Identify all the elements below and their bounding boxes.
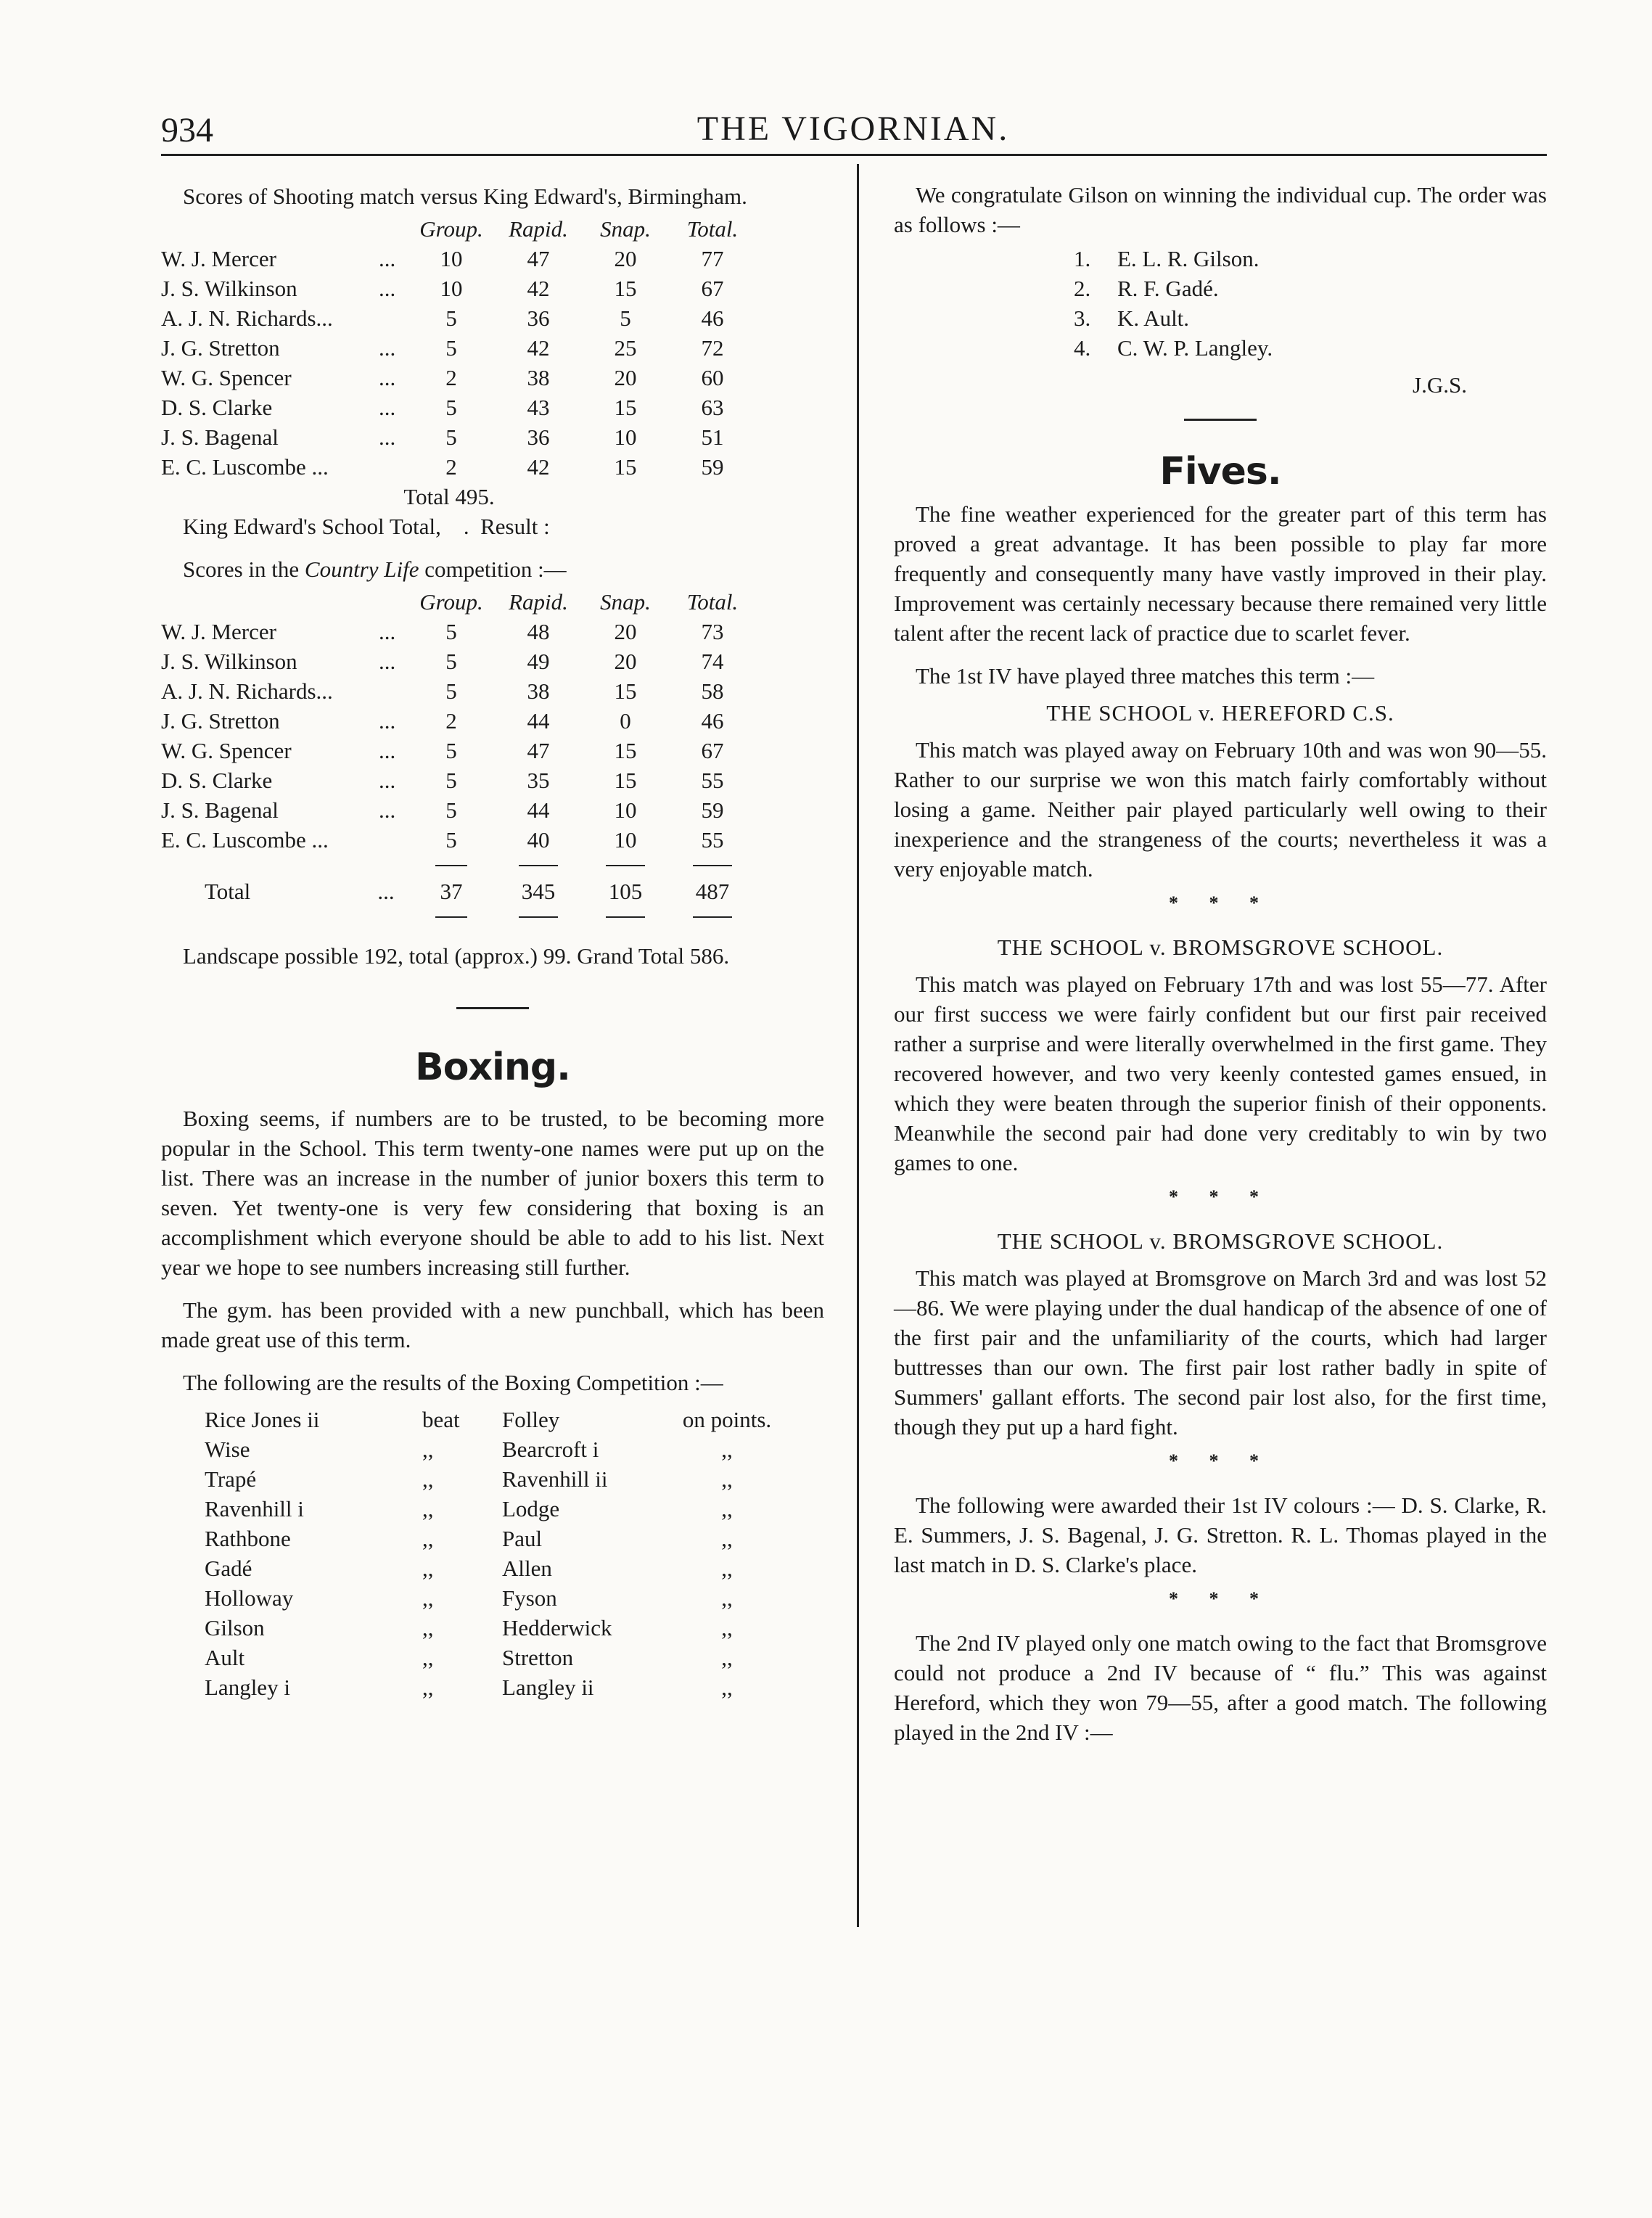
boxing-beat: ,, (422, 1645, 434, 1670)
signature: J.G.S. (1413, 372, 1467, 398)
score-rapid: 43 (527, 395, 550, 420)
boxing-result: ,, (721, 1675, 733, 1700)
score-dots: ... (379, 708, 396, 734)
boxing-beat: ,, (422, 1437, 434, 1462)
boxing-winner: Wise (205, 1437, 250, 1462)
score-snap: 20 (614, 246, 637, 271)
boxing-winner: Gadé (205, 1556, 252, 1581)
score-row (161, 452, 824, 482)
match-2-text: This match was played on February 17th and was lost 55—77. After our first success we were fairly confident but our first pair received rather a surprise and were literally overwhelmed in the first game. They recovered however, and two very keenly contested games ensued, in which they were beaten through the superior finish of their opponents. Meanwhile the second pair had done very creditably to win by two games to one. (894, 972, 1547, 1175)
total-rapid: 345 (521, 879, 556, 904)
score-snap: 15 (614, 678, 637, 704)
left-column (161, 181, 824, 1702)
match-2-heading: THE SCHOOL v. BROMSGROVE SCHOOL. (997, 935, 1444, 960)
score-total: 74 (701, 649, 724, 674)
table-rule-bottom (161, 906, 824, 928)
score-snap: 15 (614, 454, 637, 480)
score-snap: 15 (614, 395, 637, 420)
score-name: E. C. Luscombe ... (161, 454, 329, 480)
total-snap: 105 (608, 879, 643, 904)
boxing-winner: Trapé (205, 1466, 257, 1492)
boxing-loser: Ravenhill ii (502, 1466, 608, 1492)
score-dots: ... (379, 276, 396, 301)
score-row (161, 333, 824, 363)
score-dots: ... (379, 335, 396, 361)
stars-divider: * * * (1169, 1450, 1272, 1471)
order-item (894, 244, 1547, 274)
col-snap: Snap. (600, 216, 651, 242)
boxing-loser: Langley ii (502, 1675, 594, 1700)
col-rapid: Rapid. (509, 589, 568, 615)
boxing-result-row (161, 1494, 824, 1524)
score-name: J. G. Stretton (161, 708, 280, 734)
boxing-loser: Fyson (502, 1585, 557, 1611)
score-rapid: 35 (527, 768, 550, 793)
boxing-result: ,, (721, 1437, 733, 1462)
boxing-beat: ,, (422, 1675, 434, 1700)
score-dots: ... (379, 738, 396, 763)
order-number: 4. (1074, 335, 1091, 361)
boxing-result-row (161, 1672, 824, 1702)
boxing-winner: Rice Jones ii (205, 1407, 320, 1432)
boxing-beat: ,, (422, 1526, 434, 1551)
boxing-winner: Rathbone (205, 1526, 291, 1551)
score-rapid: 42 (527, 454, 550, 480)
boxing-result-row (161, 1643, 824, 1672)
score-rapid: 44 (527, 797, 550, 823)
boxing-result: ,, (721, 1466, 733, 1492)
score-group: 2 (445, 365, 457, 390)
boxing-loser: Stretton (502, 1645, 574, 1670)
total-total: 487 (695, 879, 730, 904)
score-snap: 20 (614, 619, 637, 644)
boxing-results (161, 1405, 824, 1702)
order-item (894, 274, 1547, 303)
score-snap: 15 (614, 276, 637, 301)
order-name: K. Ault. (1117, 305, 1190, 331)
score-name: W. G. Spencer (161, 738, 292, 763)
score-name: D. S. Clarke (161, 395, 273, 420)
boxing-beat: ,, (422, 1556, 434, 1581)
boxing-loser: Paul (502, 1526, 543, 1551)
score-snap: 15 (614, 768, 637, 793)
score-rapid: 36 (527, 424, 550, 450)
boxing-result-row (161, 1583, 824, 1613)
score-group: 5 (445, 305, 457, 331)
score-total: 67 (701, 738, 724, 763)
shooting-table (161, 244, 824, 482)
score-total: 58 (701, 678, 724, 704)
score-snap: 0 (620, 708, 631, 734)
match-1-heading: THE SCHOOL v. HEREFORD C.S. (1046, 700, 1394, 726)
boxing-beat: ,, (422, 1615, 434, 1640)
score-rapid: 44 (527, 708, 550, 734)
score-group: 5 (445, 678, 457, 704)
gilson-intro: We congratulate Gilson on winning the individual cup. The order was as follows :— (894, 182, 1547, 237)
score-total: 63 (701, 395, 724, 420)
score-rapid: 48 (527, 619, 550, 644)
country-life-table (161, 617, 824, 855)
colours-text: The following were awarded their 1st IV colours :— D. S. Clarke, R. E. Summers, J. S. Bagenal, J. G. Stretton. R. L. Thomas played in the last match in D. S. Clarke's place. (894, 1492, 1547, 1577)
score-dots (379, 452, 408, 482)
score-rapid: 36 (527, 305, 550, 331)
boxing-beat: ,, (422, 1585, 434, 1611)
score-rapid: 42 (527, 276, 550, 301)
landscape-total: Landscape possible 192, total (approx.) 99. Grand Total 586. (183, 943, 730, 969)
total-dots: ... (377, 879, 395, 904)
score-group: 5 (445, 619, 457, 644)
shooting-result: King Edward's School Total, . Result : (183, 514, 550, 539)
score-total: 55 (701, 768, 724, 793)
boxing-loser: Allen (502, 1556, 552, 1581)
score-group: 5 (445, 827, 457, 853)
stars-divider: * * * (1169, 892, 1272, 913)
score-rapid: 42 (527, 335, 550, 361)
score-row (161, 736, 824, 765)
gilson-order-list (894, 244, 1547, 363)
order-name: C. W. P. Langley. (1117, 335, 1273, 361)
second-iv-text: The 2nd IV played only one match owing to the fact that Bromsgrove could not produce a 2nd IV because of “ flu.” This was against Hereford, which they won 79—55, after a good match. The following played in the 2nd IV :— (894, 1630, 1547, 1745)
score-row (161, 765, 824, 795)
score-name: A. J. N. Richards... (161, 305, 333, 331)
score-rapid: 38 (527, 365, 550, 390)
score-dots: ... (379, 424, 396, 450)
fives-paragraph-1: The fine weather experienced for the greater part of this term has proved a great advantage. It has been possible to play far more frequently and consequently many have vastly improved in their play. Improvement was certainly necessary because there remained very little talent after the recent lack of practice due to scarlet fever. (894, 501, 1547, 646)
boxing-beat: beat (422, 1407, 460, 1432)
boxing-result: ,, (721, 1496, 733, 1521)
score-dots (379, 303, 408, 333)
score-name: J. S. Wilkinson (161, 276, 297, 301)
boxing-result: ,, (721, 1526, 733, 1551)
score-row (161, 393, 824, 422)
score-row (161, 274, 824, 303)
score-group: 2 (445, 454, 457, 480)
boxing-result: ,, (721, 1645, 733, 1670)
page-header (161, 102, 1545, 152)
score-total: 60 (701, 365, 724, 390)
boxing-winner: Gilson (205, 1615, 265, 1640)
country-life-intro-italic: Country Life (304, 556, 419, 582)
score-total: 55 (701, 827, 724, 853)
stars-divider: * * * (1169, 1186, 1272, 1207)
country-life-intro (161, 554, 824, 584)
score-snap: 10 (614, 797, 637, 823)
boxing-result: ,, (721, 1615, 733, 1640)
section-divider (1184, 419, 1257, 421)
order-item (894, 333, 1547, 363)
score-group: 10 (440, 246, 463, 271)
score-name: J. S. Bagenal (161, 424, 279, 450)
boxing-paragraph-3: The following are the results of the Boxing Competition :— (183, 1370, 723, 1395)
score-total: 73 (701, 619, 724, 644)
col-rapid: Rapid. (509, 216, 568, 242)
score-name: A. J. N. Richards... (161, 678, 333, 704)
score-rapid: 47 (527, 738, 550, 763)
score-name: W. J. Mercer (161, 619, 276, 644)
score-name: J. S. Bagenal (161, 797, 279, 823)
col-total: Total. (686, 216, 739, 242)
page-number: 934 (161, 111, 213, 149)
score-dots: ... (379, 797, 396, 823)
score-total: 59 (701, 454, 724, 480)
score-total: 46 (701, 305, 724, 331)
score-group: 10 (440, 276, 463, 301)
score-row (161, 706, 824, 736)
fives-paragraph-2: The 1st IV have played three matches this term :— (916, 663, 1375, 689)
score-dots: ... (379, 395, 396, 420)
order-number: 1. (1074, 246, 1091, 271)
score-rapid: 47 (527, 246, 550, 271)
boxing-result: on points. (682, 1407, 772, 1432)
country-life-intro-post: competition :— (419, 556, 567, 582)
score-row (161, 363, 824, 393)
score-name: W. G. Spencer (161, 365, 292, 390)
score-group: 5 (445, 649, 457, 674)
shooting-total: Total 495. (403, 484, 495, 509)
boxing-loser: Folley (502, 1407, 560, 1432)
boxing-heading: Boxing. (415, 1046, 570, 1089)
order-number: 2. (1074, 276, 1091, 301)
score-total: 77 (701, 246, 724, 271)
match-3-heading: THE SCHOOL v. BROMSGROVE SCHOOL. (997, 1228, 1444, 1254)
score-group: 5 (445, 424, 457, 450)
order-name: E. L. R. Gilson. (1117, 246, 1259, 271)
boxing-result-row (161, 1613, 824, 1643)
boxing-loser: Hedderwick (502, 1615, 612, 1640)
shooting-intro: Scores of Shooting match versus King Edward's, Birmingham. (183, 184, 747, 209)
score-name: J. G. Stretton (161, 335, 280, 361)
score-row (161, 825, 824, 855)
order-item (894, 303, 1547, 333)
score-row (161, 244, 824, 274)
boxing-loser: Bearcroft i (502, 1437, 599, 1462)
score-total: 72 (701, 335, 724, 361)
score-snap: 10 (614, 827, 637, 853)
right-column (894, 180, 1547, 1747)
score-total: 67 (701, 276, 724, 301)
col-group: Group. (419, 216, 483, 242)
score-group: 2 (445, 708, 457, 734)
match-1-text: This match was played away on February 10th and was won 90—55. Rather to our surprise we won this match fairly comfortably without losing a game. Neither pair played particularly well owing to their inexperience and the strangeness of the courts; nevertheless it was a very enjoyable match. (894, 737, 1547, 882)
boxing-beat: ,, (422, 1496, 434, 1521)
score-row (161, 303, 824, 333)
score-rapid: 49 (527, 649, 550, 674)
column-rule (857, 164, 859, 1927)
total-label: Total (205, 879, 251, 904)
header-rule (161, 154, 1547, 156)
boxing-result: ,, (721, 1556, 733, 1581)
boxing-result-row (161, 1434, 824, 1464)
score-group: 5 (445, 797, 457, 823)
country-life-table-header (161, 587, 824, 617)
score-dots: ... (379, 246, 396, 271)
shooting-table-header (161, 214, 824, 244)
score-name: J. S. Wilkinson (161, 649, 297, 674)
country-life-total-row (161, 876, 824, 906)
score-row (161, 676, 824, 706)
score-snap: 15 (614, 738, 637, 763)
boxing-result: ,, (721, 1585, 733, 1611)
score-row (161, 646, 824, 676)
score-snap: 20 (614, 365, 637, 390)
fives-heading: Fives. (1159, 450, 1281, 493)
score-group: 5 (445, 738, 457, 763)
boxing-loser: Lodge (502, 1496, 560, 1521)
section-divider (456, 1007, 529, 1009)
score-name: W. J. Mercer (161, 246, 276, 271)
score-dots: ... (379, 365, 396, 390)
col-total: Total. (686, 589, 739, 615)
boxing-winner: Langley i (205, 1675, 290, 1700)
order-number: 3. (1074, 305, 1091, 331)
boxing-winner: Holloway (205, 1585, 294, 1611)
boxing-beat: ,, (422, 1466, 434, 1492)
score-group: 5 (445, 335, 457, 361)
boxing-result-row (161, 1524, 824, 1553)
boxing-paragraph-1: Boxing seems, if numbers are to be trusted, to be becoming more popular in the School. This term twenty-one names were put up on the list. There was an increase in the number of junior boxers this term to seven. Yet twenty-one is very few considering that boxing is an accomplishment which everyone should be able to add to his list. Next year we hope to see numbers increasing still further. (161, 1106, 824, 1280)
score-row (161, 795, 824, 825)
score-dots (379, 825, 408, 855)
score-row (161, 422, 824, 452)
score-rapid: 38 (527, 678, 550, 704)
score-group: 5 (445, 395, 457, 420)
score-snap: 20 (614, 649, 637, 674)
score-dots (379, 676, 408, 706)
match-3-text: This match was played at Bromsgrove on March 3rd and was lost 52—86. We were playing under the dual handicap of the absence of one of the first pair and the unfamiliarity of the courts, which had larger buttresses than our own. The first pair lost rather badly in spite of Summers' gallant efforts. The second pair lost also, for the first time, though they put up a hard fight. (894, 1265, 1547, 1439)
score-total: 46 (701, 708, 724, 734)
score-dots: ... (379, 649, 396, 674)
score-dots: ... (379, 619, 396, 644)
stars-divider: * * * (1169, 1588, 1272, 1609)
boxing-winner: Ault (205, 1645, 245, 1670)
col-group: Group. (419, 589, 483, 615)
journal-title: THE VIGORNIAN. (696, 110, 1010, 148)
boxing-winner: Ravenhill i (205, 1496, 304, 1521)
boxing-result-row (161, 1553, 824, 1583)
score-snap: 10 (614, 424, 637, 450)
score-name: D. S. Clarke (161, 768, 273, 793)
total-group: 37 (440, 879, 463, 904)
score-group: 5 (445, 768, 457, 793)
score-snap: 5 (620, 305, 631, 331)
score-total: 51 (701, 424, 724, 450)
score-rapid: 40 (527, 827, 550, 853)
score-dots: ... (379, 768, 396, 793)
score-snap: 25 (614, 335, 637, 361)
boxing-result-row (161, 1405, 824, 1434)
col-snap: Snap. (600, 589, 651, 615)
score-name: E. C. Luscombe ... (161, 827, 329, 853)
country-life-intro-pre: Scores in the (183, 556, 305, 582)
table-rule (161, 855, 824, 876)
boxing-paragraph-2: The gym. has been provided with a new punchball, which has been made great use of this term. (161, 1297, 824, 1352)
boxing-result-row (161, 1464, 824, 1494)
score-total: 59 (701, 797, 724, 823)
order-name: R. F. Gadé. (1117, 276, 1219, 301)
score-row (161, 617, 824, 646)
